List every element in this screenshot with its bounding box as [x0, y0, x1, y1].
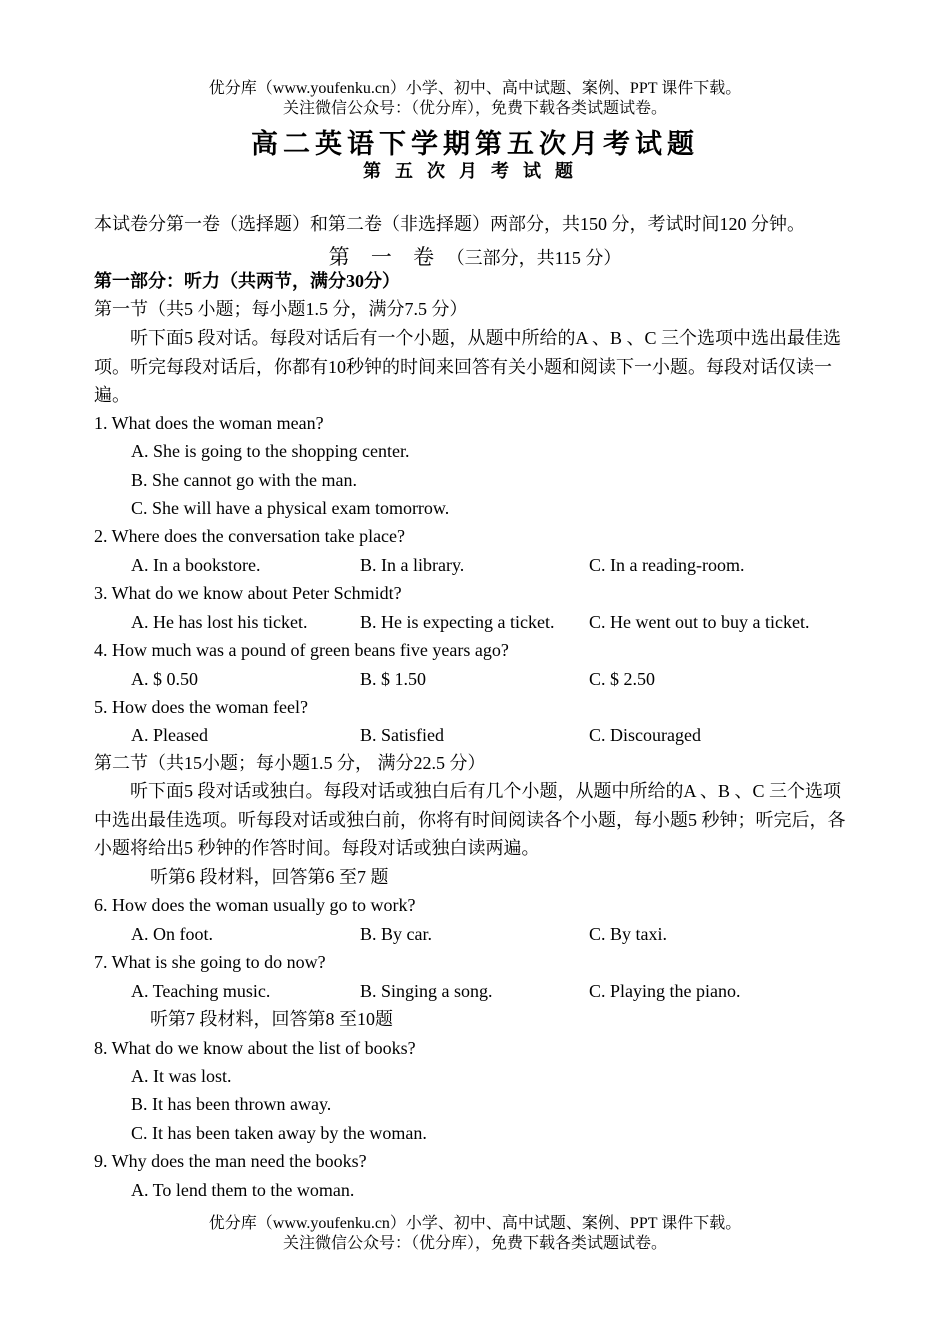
q3-option-b: B. He is expecting a ticket.: [360, 612, 555, 632]
q8-option-c: C. It has been taken away by the woman.: [131, 1123, 427, 1143]
section2-instructions: 听下面5 段对话或独白。每段对话或独白后有几个小题，从题中所给的A 、B 、C 三个选项中选出最佳选项。听每段对话或独白前，你将有时间阅读各个小题，每小题5 秒钟；听完后，各小题将给出5 秒钟的作答时间。每段对话或独白读两遍。: [94, 781, 846, 858]
q8-stem: 8. What do we know about the list of books?: [94, 1038, 416, 1058]
q2-option-c: C. In a reading-room.: [589, 555, 745, 575]
q6-option-c: C. By taxi.: [589, 924, 668, 944]
q3-option-a: A. He has lost his ticket.: [131, 612, 308, 632]
q7-option-c: C. Playing the piano.: [589, 981, 741, 1001]
intro-text: 本试卷分第一卷（选择题）和第二卷（非选择题）两部分，共150 分，考试时间120 分钟。: [94, 214, 805, 234]
volume-name: 第 一 卷: [328, 245, 443, 269]
q2-stem: 2. Where does the conversation take place?: [94, 526, 406, 546]
q1-option-c: C. She will have a physical exam tomorrow.: [131, 498, 450, 518]
q9-stem: 9. Why does the man need the books?: [94, 1151, 367, 1171]
exam-title: 高二英语下学期第五次月考试题: [251, 129, 699, 159]
footer-line-2: 关注微信公众号：（优分库），免费下载各类试题试卷。: [282, 1235, 667, 1252]
q6-option-a: A. On foot.: [131, 924, 213, 944]
q5-option-a: A. Pleased: [131, 725, 208, 745]
section1-instructions: 听下面5 段对话。每段对话后有一个小题，从题中所给的A 、B 、C 三个选项中选出最佳选项。听完每段对话后，你都有10秒钟的时间来回答有关小题和阅读下一小题。每段对话仅读一遍。: [94, 328, 842, 405]
q7-stem: 7. What is she going to do now?: [94, 952, 326, 972]
q6-option-b: B. By car.: [360, 924, 432, 944]
footer-line-1: 优分库（www.youfenku.cn）小学、初中、高中试题、案例、PPT 课件下载。: [208, 1215, 742, 1232]
q4-option-b: B. $ 1.50: [360, 669, 427, 689]
q2-option-b: B. In a library.: [360, 555, 465, 575]
exam-subtitle: 第五次月考试题: [363, 161, 587, 181]
q3-option-c: C. He went out to buy a ticket.: [589, 612, 810, 632]
q7-option-a: A. Teaching music.: [131, 981, 271, 1001]
q8-option-b: B. It has been thrown away.: [131, 1094, 332, 1114]
q1-stem: 1. What does the woman mean?: [94, 413, 324, 433]
q2-option-a: A. In a bookstore.: [131, 555, 261, 575]
q5-option-c: C. Discouraged: [589, 725, 701, 745]
header-line-2: 关注微信公众号：（优分库），免费下载各类试题试卷。: [282, 100, 667, 117]
q9-option-a: A. To lend them to the woman.: [131, 1180, 355, 1200]
volume-note: （三部分，共115 分）: [446, 248, 622, 268]
section1-heading: 第一节（共5 小题；每小题1.5 分，满分7.5 分）: [94, 299, 468, 319]
q5-stem: 5. How does the woman feel?: [94, 697, 308, 717]
material-6-note: 听第6 段材料，回答第6 至7 题: [150, 867, 389, 887]
q1-option-a: A. She is going to the shopping center.: [131, 441, 410, 461]
header-line-1: 优分库（www.youfenku.cn）小学、初中、高中试题、案例、PPT 课件下载。: [208, 80, 742, 97]
q4-stem: 4. How much was a pound of green beans five years ago?: [94, 640, 509, 660]
material-7-note: 听第7 段材料，回答第8 至10题: [150, 1009, 393, 1029]
section2-heading: 第二节（共15小题；每小题1.5 分， 满分22.5 分）: [94, 753, 486, 773]
q4-option-c: C. $ 2.50: [589, 669, 656, 689]
q5-option-b: B. Satisfied: [360, 725, 444, 745]
q4-option-a: A. $ 0.50: [131, 669, 198, 689]
q8-option-a: A. It was lost.: [131, 1066, 232, 1086]
q3-stem: 3. What do we know about Peter Schmidt?: [94, 583, 402, 603]
q6-stem: 6. How does the woman usually go to work?: [94, 895, 416, 915]
q1-option-b: B. She cannot go with the man.: [131, 470, 357, 490]
q7-option-b: B. Singing a song.: [360, 981, 493, 1001]
part1-heading: 第一部分：听力（共两节，满分30分）: [94, 271, 400, 291]
